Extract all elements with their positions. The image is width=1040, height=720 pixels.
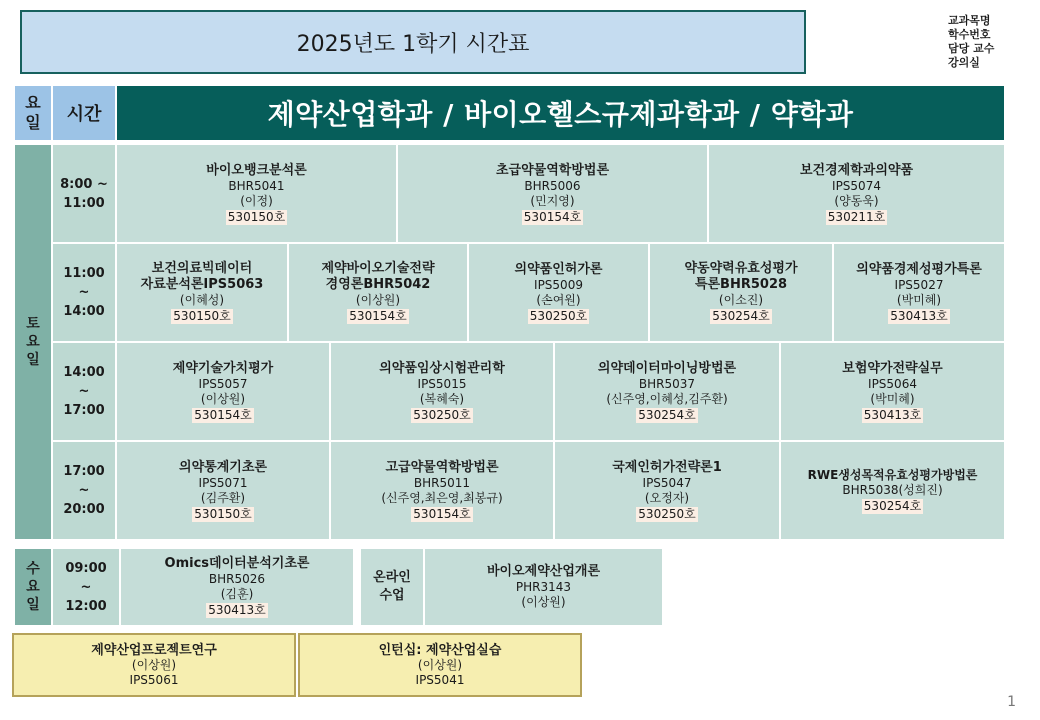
course-prof: (이상원) <box>417 657 463 672</box>
course-cell[interactable] <box>833 243 1005 342</box>
time-header-text: 시간 <box>66 104 102 125</box>
course-code: IPS5047 <box>642 475 692 490</box>
course-room: 530154호 <box>194 407 252 422</box>
course-prof: (복혜숙) <box>419 391 465 406</box>
course-cell[interactable] <box>116 441 330 540</box>
course-room: 530250호 <box>413 407 471 422</box>
course-code: IPS5015 <box>417 376 467 391</box>
course-prof: (김훈) <box>220 587 254 601</box>
legend <box>948 14 994 70</box>
course-cell[interactable] <box>424 548 663 626</box>
extra-course[interactable] <box>298 633 582 697</box>
legend-item: 강의실 <box>948 56 980 69</box>
course-name: 보건의료빅데이터 <box>151 261 253 276</box>
course-cell[interactable] <box>649 243 833 342</box>
time-slot-text: 14:00 ~ 17:00 <box>63 365 105 418</box>
course-room: 530250호 <box>638 506 696 521</box>
page-number: 1 <box>1007 694 1016 710</box>
online-label <box>360 548 424 626</box>
time-slot <box>52 441 116 540</box>
course-prof: (신주영,이혜성,김주환) <box>606 391 728 406</box>
course-prof: (박미혜) <box>896 292 942 307</box>
course-cell[interactable] <box>116 243 288 342</box>
course-room: 530254호 <box>712 309 770 323</box>
course-name: 제약바이오기술전략 <box>321 261 435 276</box>
course-name: 바이오뱅크분석론 <box>206 162 307 178</box>
time-header <box>52 85 116 141</box>
legend-item: 담당 교수 <box>948 42 995 55</box>
course-code: BHR5037 <box>638 376 696 391</box>
course-code: 자료분석론IPS5063 <box>140 277 264 292</box>
course-cell[interactable] <box>780 342 1005 441</box>
title-text: 2025년도 1학기 시간표 <box>296 31 530 57</box>
course-code: IPS5074 <box>832 178 881 193</box>
day-wednesday-text: 수요일 <box>26 561 40 613</box>
online-label-text: 온라인 수업 <box>373 570 411 603</box>
day-saturday-text: 토요일 <box>26 316 40 368</box>
course-name: 의약품임상시험관리학 <box>379 360 505 376</box>
course-code: IPS5057 <box>198 376 248 391</box>
course-name: 고급약물역학방법론 <box>385 459 499 475</box>
course-prof: (이정) <box>240 193 273 208</box>
course-room: 530250호 <box>529 308 588 323</box>
course-room: 530154호 <box>413 506 471 521</box>
time-slot <box>52 243 116 342</box>
course-name: RWE생성목적유효성평가방법론 <box>807 468 978 482</box>
course-name: Omics데이터분석기초론 <box>164 556 310 571</box>
course-prof: (오정자) <box>644 490 690 505</box>
course-prof: (이상원) <box>200 391 246 406</box>
course-prof: (이상원) <box>131 657 177 672</box>
course-name: 바이오제약산업개론 <box>486 564 601 579</box>
course-name: 의약품인허가론 <box>514 261 603 277</box>
extra-course[interactable] <box>12 633 296 697</box>
course-room: 530154호 <box>523 209 582 224</box>
course-room: 530413호 <box>208 603 266 617</box>
time-slot <box>52 144 116 243</box>
course-name: 의약데이터마이닝방법론 <box>597 360 737 376</box>
course-room: 530254호 <box>638 407 696 422</box>
course-code: BHR5038(성희진) <box>842 483 943 497</box>
time-slot-text: 17:00 ~ 20:00 <box>63 464 105 517</box>
course-code: IPS5027 <box>894 277 944 292</box>
course-prof: (이소진) <box>718 293 764 307</box>
dept-header-text: 제약산업학과 / 바이오헬스규제과학과 / 약학과 <box>267 98 854 131</box>
course-name: 의약통계기초론 <box>179 459 267 475</box>
course-prof: (이혜성) <box>179 293 225 307</box>
time-slot <box>52 342 116 441</box>
course-prof: (이상원) <box>521 595 566 609</box>
course-name: 약동약력유효성평가 <box>684 261 798 276</box>
course-code: PHR3143 <box>515 580 572 594</box>
course-cell[interactable] <box>397 144 708 243</box>
time-slot-text: 8:00 ~ 11:00 <box>60 176 108 211</box>
course-room: 530150호 <box>173 309 231 323</box>
course-code: IPS5071 <box>198 475 248 490</box>
course-prof: (손여원) <box>536 292 581 307</box>
course-cell[interactable] <box>708 144 1005 243</box>
course-prof: (박미혜) <box>870 391 915 406</box>
legend-item: 교과목명 <box>948 14 991 27</box>
course-code: BHR5041 <box>228 178 285 193</box>
course-room: 530254호 <box>863 499 922 513</box>
course-code: IPS5009 <box>534 277 583 292</box>
course-room: 530413호 <box>890 308 948 323</box>
day-saturday <box>14 144 52 540</box>
page-title <box>20 10 806 74</box>
course-name: 인턴십: 제약산업실습 <box>378 642 502 658</box>
course-code: BHR5006 <box>524 178 581 193</box>
course-room: 530413호 <box>863 407 922 422</box>
course-name: 보험약가전략실무 <box>842 360 943 376</box>
course-prof: (민지영) <box>530 193 575 208</box>
course-prof: (김주환) <box>200 490 246 505</box>
course-code: 특론BHR5028 <box>694 277 788 292</box>
course-cell[interactable] <box>554 441 780 540</box>
course-cell[interactable] <box>468 243 649 342</box>
day-header <box>14 85 52 141</box>
time-slot <box>52 548 120 626</box>
course-cell[interactable] <box>330 441 554 540</box>
legend-item: 학수번호 <box>948 28 991 41</box>
course-cell[interactable] <box>116 342 330 441</box>
course-cell[interactable] <box>116 144 397 243</box>
course-cell[interactable] <box>288 243 468 342</box>
course-code: IPS5064 <box>868 376 917 391</box>
course-room: 530154호 <box>349 309 407 323</box>
time-slot-text: 11:00 ~ 14:00 <box>63 266 105 319</box>
course-room: 530150호 <box>227 209 286 224</box>
course-name: 보건경제학과의약품 <box>799 162 914 178</box>
time-slot-text: 09:00 ~ 12:00 <box>65 560 107 614</box>
course-code: IPS5041 <box>415 672 465 687</box>
course-room: 530150호 <box>194 506 252 521</box>
day-header-text: 요일 <box>25 93 41 132</box>
course-code: BHR5011 <box>413 475 471 490</box>
course-code: IPS5061 <box>129 672 179 687</box>
course-prof: (이상원) <box>355 293 401 307</box>
course-code: BHR5026 <box>208 572 266 586</box>
course-room: 530211호 <box>827 209 886 224</box>
course-code: 경영론BHR5042 <box>325 277 431 292</box>
course-name: 제약산업프로젝트연구 <box>91 642 217 658</box>
dept-header <box>116 85 1005 141</box>
course-prof: (양동욱) <box>834 193 879 208</box>
course-cell[interactable] <box>120 548 354 626</box>
course-name: 초급약물역학방법론 <box>495 162 610 178</box>
course-name: 국제인허가전략론1 <box>612 459 722 475</box>
course-cell[interactable] <box>780 441 1005 540</box>
course-cell[interactable] <box>554 342 780 441</box>
course-prof: (신주영,최은영,최봉규) <box>381 490 503 505</box>
course-name: 의약품경제성평가특론 <box>856 261 982 277</box>
course-cell[interactable] <box>330 342 554 441</box>
course-name: 제약기술가치평가 <box>172 360 274 376</box>
day-wednesday <box>14 548 52 626</box>
